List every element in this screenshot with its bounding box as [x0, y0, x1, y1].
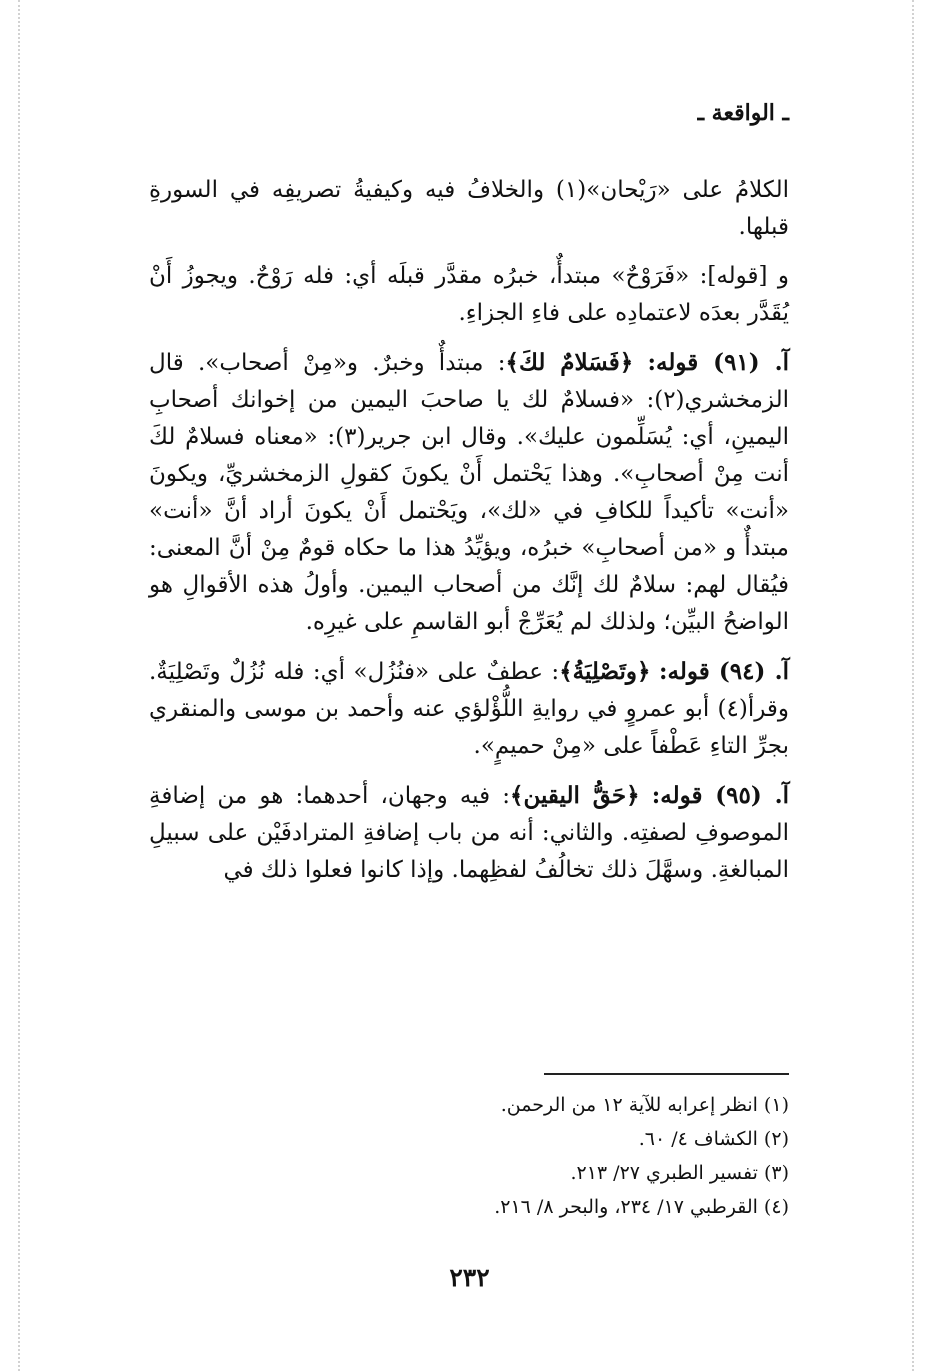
paragraph-verse-94 [149, 653, 789, 765]
paragraph-text: : فيه وجهان، أحدهما: هو من إضافةِ الموصوفِ لصفتِه. والثاني: أنه من باب إضافةِ المترادفَيْن على سبيلِ المبالغةِ. وسهَّلَ ذلك تخالُفُ لفظِهما. وإذا كانوا فعلوا ذلك في [149, 783, 789, 883]
paragraph-verse-91 [149, 344, 789, 641]
running-header: ـ الواقعة ـ [697, 100, 789, 126]
footnote-item: (٣) تفسير الطبري ٢٧/ ٢١٣. [570, 1162, 789, 1184]
footnote-item: (٤) القرطبي ١٧/ ٢٣٤، والبحر ٨/ ٢١٦. [494, 1196, 789, 1218]
footnote-item: (٢) الكشاف ٤/ ٦٠. [638, 1128, 789, 1150]
paragraph-intro [149, 172, 789, 246]
paragraph-text: و [قوله]: «فَرَوْحٌ» مبتدأٌ، خبرُه مقدَّر قبلَه أي: فله رَوْحٌ. ويجوزُ أَنْ يُقَدَّر بعدَه لاعتمادِه على فاءِ الجزاءِ. [149, 263, 789, 326]
verse-reference: آ. (٩١) قوله: [647, 349, 790, 376]
page-body [149, 172, 789, 901]
paragraph-text: : مبتدأٌ وخبرٌ. و«مِنْ أصحاب». قال الزمخشري(٢): «فسلامٌ لك يا صاحبَ اليمين من إخوانك أصحابِ اليمينِ، أي: يُسَلِّمون عليك». وقال ابن جرير(٣): «معناه فسلامٌ لكَ أنت مِنْ أصحابِ». وهذا يَحْتمل أَنْ يكونَ كقولِ الزمخشريِّ، ويكونَ «أنت» تأكيداً للكافِ في «لك»، ويَحْتمل أَنْ يكونَ أراد أنَّ «أنت» مبتدأٌ و «من أصحابِ» خبرُه، ويؤيِّدُ هذا ما حكاه قومٌ مِنْ أنَّ المعنى: فيُقال لهم: سلامٌ لك إنَّك من أصحاب اليمين. وأولُ هذه الأقوالِ هو الواضحُ البيِّن؛ ولذلك لم يُعَرِّجْ أبو القاسمِ على غيرِه. [149, 350, 789, 635]
footnotes [149, 1088, 789, 1224]
paragraph-text: الكلامُ على «رَيْحان»(١) والخلافُ فيه وكيفيةُ تصريفِه في السورةِ قبلها. [149, 177, 789, 240]
paragraph-rawh [149, 258, 789, 332]
footnote-item: (١) انظر إعرابه للآية ١٢ من الرحمن. [500, 1094, 789, 1116]
verse-quote: ﴿فَسَلامٌ لكَ﴾ [505, 349, 634, 376]
verse-quote: ﴿حَقُّ اليقين﴾ [510, 782, 640, 809]
verse-quote: ﴿وتَصْلِيَةُ﴾ [559, 658, 651, 685]
footnote-divider [544, 1073, 789, 1075]
verse-reference: آ. (٩٤) قوله: [659, 658, 789, 685]
paragraph-text: : عطفٌ على «فنُزُل» أي: فله نُزُلٌ وتَصْلِيَةٌ. وقرأ(٤) أبو عمروٍ في روايةِ اللُّؤْلؤي عنه وأحمد بن موسى والمنقري بجرِّ التاءِ عَطْفاً على «مِنْ حميمٍ». [149, 659, 789, 759]
binding-dots-right [912, 0, 914, 1371]
page-number: ٢٣٢ [449, 1263, 490, 1292]
binding-dots-left [18, 0, 20, 1371]
verse-reference: آ. (٩٥) قوله: [651, 782, 789, 809]
paragraph-verse-95 [149, 777, 789, 889]
